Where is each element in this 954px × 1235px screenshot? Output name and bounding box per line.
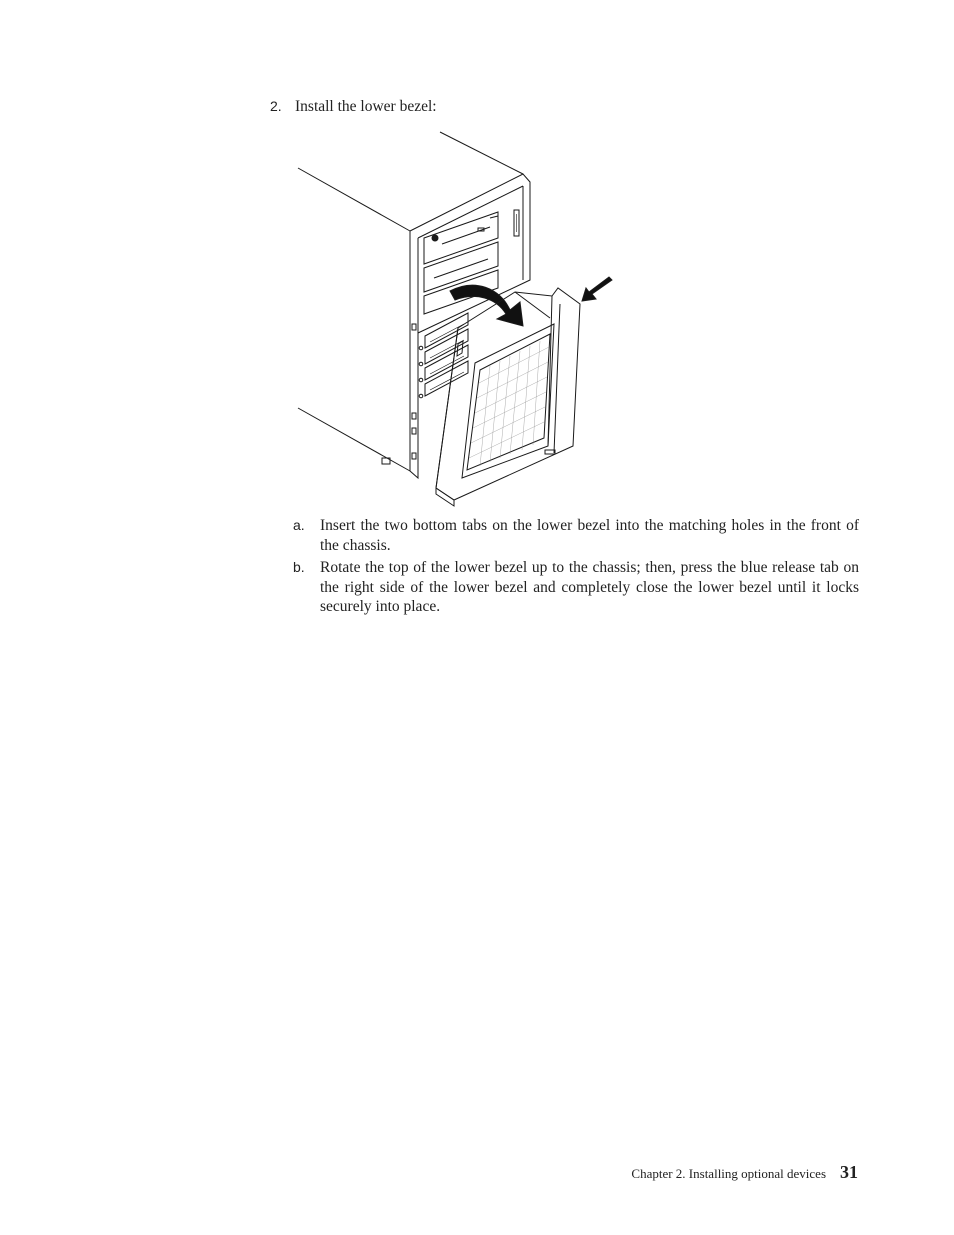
substep-text: Rotate the top of the lower bezel up to the chassis; then, press the blue release tab on the right side of the lower bezel and completely close the lower bezel until it locks securely into place. xyxy=(320,559,859,615)
lower-bezel-illustration xyxy=(290,128,620,508)
substep-letter: b. xyxy=(293,559,305,575)
page-number: 31 xyxy=(840,1162,858,1182)
substep-text: Insert the two bottom tabs on the lower bezel into the matching holes in the front of the chassis. xyxy=(320,517,859,554)
hard-drive-bays xyxy=(382,313,468,464)
press-arrow-icon xyxy=(582,277,612,301)
footer-chapter: Chapter 2. Installing optional devices xyxy=(631,1166,826,1181)
page-footer xyxy=(631,1161,858,1185)
substep-b xyxy=(293,558,859,617)
step-number: 2. xyxy=(270,98,282,114)
substep-letter: a. xyxy=(293,517,305,533)
step-2 xyxy=(270,97,860,116)
rotation-arrow-icon xyxy=(450,285,523,326)
step-text: Install the lower bezel: xyxy=(295,98,437,115)
substep-a xyxy=(293,516,859,555)
substep-list xyxy=(293,516,859,620)
